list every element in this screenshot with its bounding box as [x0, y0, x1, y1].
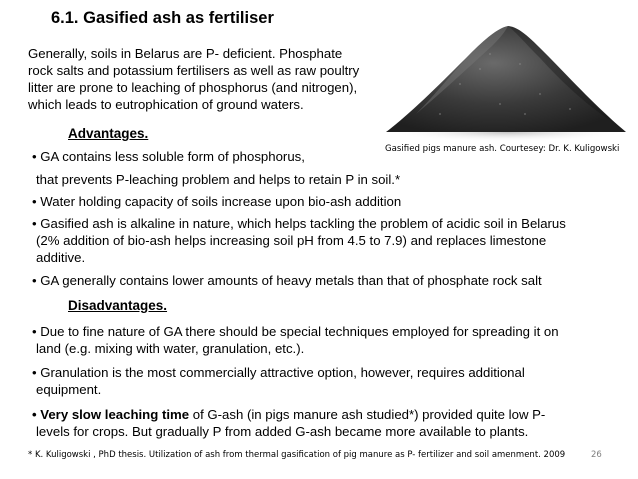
- item-line: additive.: [36, 250, 86, 265]
- item-line: • GA generally contains lower amounts of heavy metals than that of phosphate rock salt: [32, 273, 542, 288]
- intro-line: Generally, soils in Belarus are P- deficient. Phosphate: [28, 46, 343, 61]
- disadvantages-heading: Disadvantages.: [68, 298, 168, 313]
- disadvantage-item: [32, 323, 602, 357]
- item-text: of G-ash (in pigs manure ash studied*) provided quite low P-: [189, 407, 546, 422]
- item-line: • Granulation is the most commercially attractive option, however, requires additional: [32, 365, 525, 380]
- item-line: levels for crops. But gradually P from added G-ash became more available to plants.: [36, 424, 529, 439]
- item-line: • Gasified ash is alkaline in nature, which helps tackling the problem of acidic soil in Belarus: [32, 216, 566, 231]
- slide-title: 6.1. Gasified ash as fertiliser: [51, 9, 274, 27]
- advantage-item: [32, 193, 602, 210]
- item-line: [32, 406, 602, 423]
- item-line: land (e.g. mixing with water, granulation, etc.).: [36, 341, 305, 356]
- item-line: • Due to fine nature of GA there should be special techniques employed for spreading it on: [32, 324, 559, 339]
- bold-lead: • Very slow leaching time: [32, 407, 190, 422]
- advantage-item: [32, 215, 602, 266]
- advantage-item: [32, 272, 602, 289]
- disadvantage-item: [32, 406, 602, 440]
- item-line: • GA contains less soluble form of phosphorus,: [32, 149, 305, 164]
- image-caption: Gasified pigs manure ash. Courtesey: Dr. K. Kuligowski: [385, 144, 620, 154]
- advantage-item: [36, 171, 606, 188]
- disadvantage-item: [32, 364, 602, 398]
- page-number: 26: [591, 450, 602, 460]
- item-line: that prevents P-leaching problem and helps to retain P in soil.*: [36, 172, 401, 187]
- intro-line: litter are prone to leaching of phosphorus (and nitrogen),: [28, 80, 358, 95]
- intro-line: which leads to eutrophication of ground waters.: [28, 97, 304, 112]
- intro-line: rock salts and potassium fertilisers as well as raw poultry: [28, 63, 360, 78]
- item-line: equipment.: [36, 382, 102, 397]
- ash-pile-photo: [380, 14, 630, 144]
- intro-paragraph: [28, 45, 390, 113]
- advantage-item: [32, 148, 602, 165]
- footnote: * K. Kuligowski , PhD thesis. Utilization of ash from thermal gasification of pig manure as P- fertilizer and soil amenment. 2009: [28, 450, 566, 460]
- item-line: • Water holding capacity of soils increase upon bio-ash addition: [32, 194, 402, 209]
- item-line: (2% addition of bio-ash helps increasing soil pH from 4.5 to 7.9) and replaces limestone: [36, 233, 547, 248]
- advantages-heading: Advantages.: [68, 126, 149, 141]
